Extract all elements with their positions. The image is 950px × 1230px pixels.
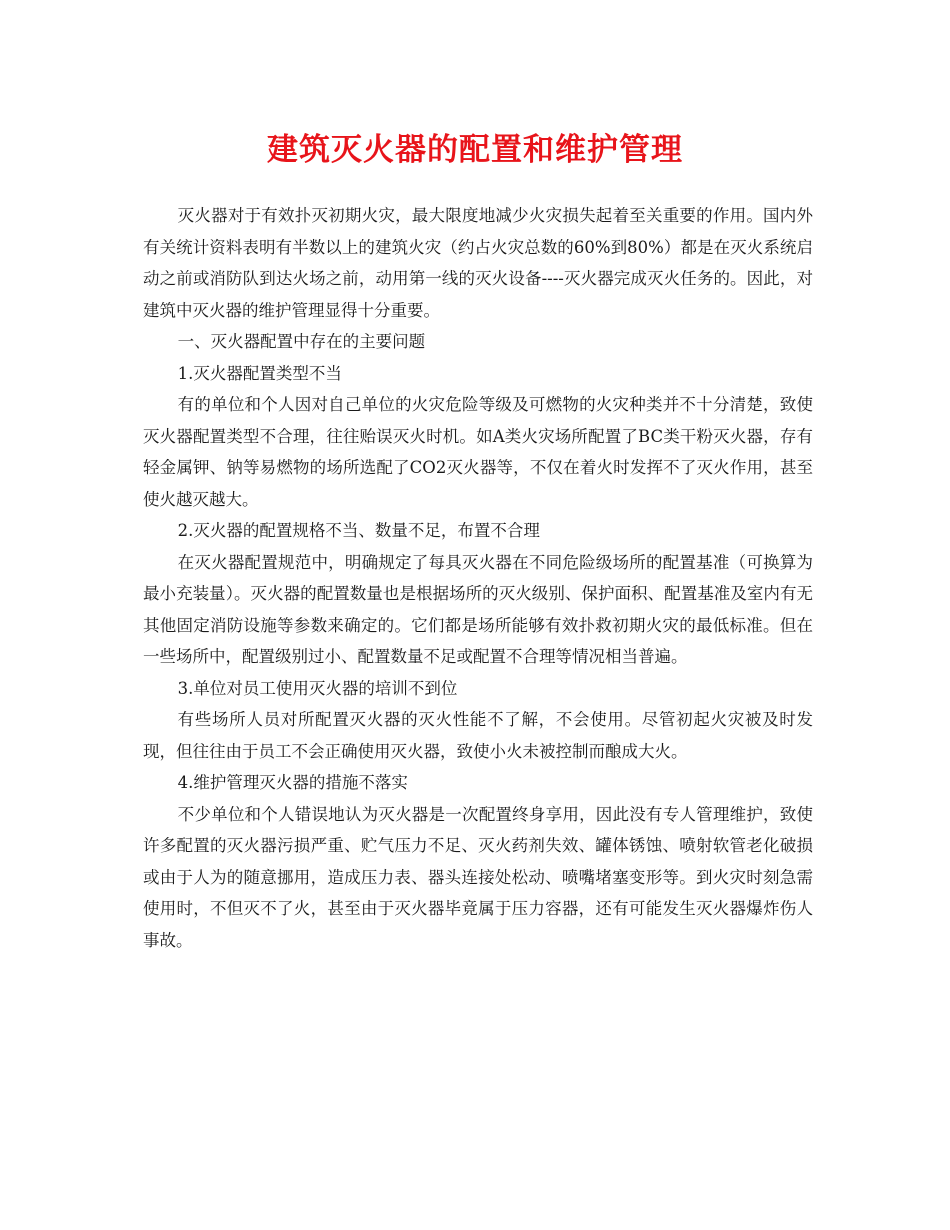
paragraph-training: 有些场所人员对所配置灭火器的灭火性能不了解，不会使用。尽管初起火灾被及时发现，但往往由于员工不会正确使用灭火器，致使小火未被控制而酿成大火。 [143,710,813,761]
subheading-training: 3.单位对员工使用灭火器的培训不到位 [177,678,458,698]
paragraph-maintenance: 不少单位和个人错误地认为灭火器是一次配置终身享用，因此没有专人管理维护，致使许多配置的灭火器污损严重、贮气压力不足、灭火药剂失效、罐体锈蚀、喷射软管老化破损或由于人为的随意挪用，造成压力表、器头连接处松动、喷嘴堵塞变形等。到火灾时刻急需使用时，不但灭不了火，甚至由于灭火器毕竟属于压力容器，还有可能发生灭火器爆炸伤人事故。 [143,804,813,950]
subheading-type-improper: 1.灭火器配置类型不当 [177,363,342,383]
paragraph-intro: 灭火器对于有效扑灭初期火灾，最大限度地减少火灾损失起着至关重要的作用。国内外有关统计资料表明有半数以上的建筑火灾（约占火灾总数的60%到80%）都是在灭火系统启动之前或消防队到达火场之前，动用第一线的灭火设备----灭火器完成灭火任务的。因此，对建筑中灭火器的维护管理显得十分重要。 [143,206,813,320]
subheading-spec-improper: 2.灭火器的配置规格不当、数量不足，布置不合理 [177,521,540,540]
subheading-maintenance: 4.维护管理灭火器的措施不落实 [177,773,408,792]
paragraph-spec-improper: 在灭火器配置规范中，明确规定了每具灭火器在不同危险级场所的配置基准（可换算为最小充装量）。灭火器的配置数量也是根据场所的灭火级别、保护面积、配置基准及室内有无其他固定消防设施等参数来确定的。它们都是场所能够有效扑救初期火灾的最低标准。但在一些场所中，配置级别过小、配置数量不足或配置不合理等情况相当普遍。 [143,552,813,666]
document-title: 建筑灭火器的配置和维护管理 [267,132,683,168]
paragraph-type-improper: 有的单位和个人因对自己单位的火灾危险等级及可燃物的火灾种类并不十分清楚，致使灭火器配置类型不合理，往往贻误灭火时机。如A类火灾场所配置了BC类干粉灭火器，存有轻金属钾、钠等易燃物的场所选配了CO2灭火器等，不仅在着火时发挥不了灭火作用，甚至使火越灭越大。 [143,395,813,509]
section-heading-problems: 一、灭火器配置中存在的主要问题 [177,332,426,351]
document-body [143,200,813,956]
